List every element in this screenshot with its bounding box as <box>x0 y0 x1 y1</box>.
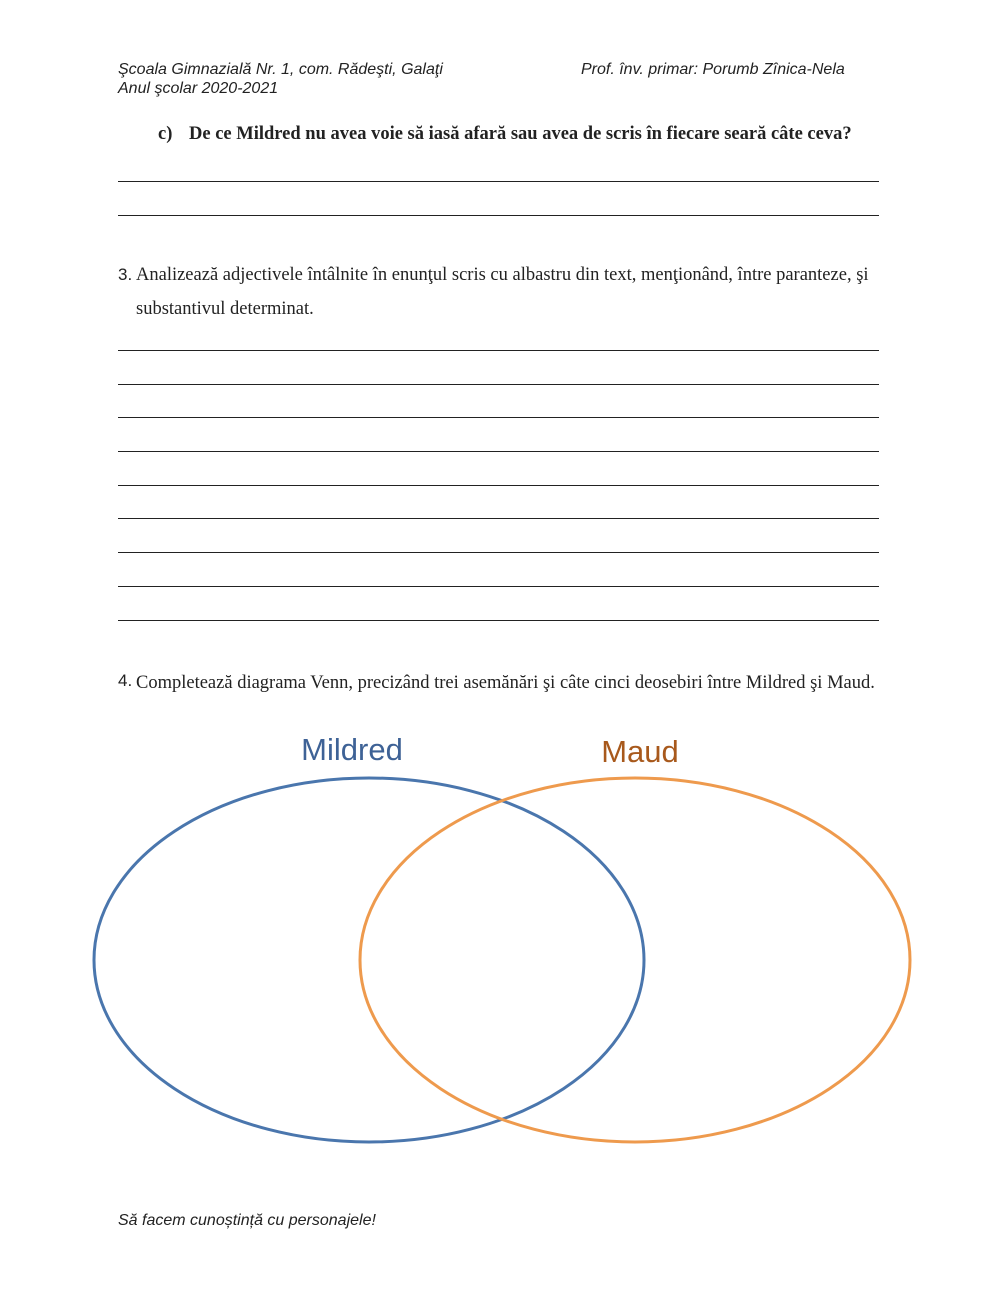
question-3-text-line-1: Analizează adjectivele întâlnite în enunţul scris cu albastru din text, menţionând, între paranteze, şi <box>136 265 869 285</box>
teacher-name: Prof. înv. primar: Porumb Zînica-Nela <box>581 61 845 78</box>
answer-line-3-6[interactable] <box>118 518 879 519</box>
answer-line-3-1[interactable] <box>118 350 879 351</box>
answer-line-c-2[interactable] <box>118 215 879 216</box>
venn-diagram <box>0 720 1000 1160</box>
answer-line-3-8[interactable] <box>118 586 879 587</box>
question-c-text: De ce Mildred nu avea voie să iasă afară sau avea de scris în fiecare seară câte ceva? <box>189 124 852 144</box>
answer-line-3-3[interactable] <box>118 417 879 418</box>
answer-line-c-1[interactable] <box>118 181 879 182</box>
school-name: Şcoala Gimnazială Nr. 1, com. Rădeşti, Galaţi <box>118 61 443 78</box>
answer-line-3-7[interactable] <box>118 552 879 553</box>
footer-text: Să facem cunoștință cu personajele! <box>118 1212 376 1229</box>
answer-line-3-4[interactable] <box>118 451 879 452</box>
answer-line-3-5[interactable] <box>118 485 879 486</box>
question-3-number: 3. <box>118 265 133 284</box>
venn-circle-maud[interactable] <box>360 778 910 1142</box>
venn-label-maud: Maud <box>601 734 679 769</box>
venn-label-mildred: Mildred <box>301 732 403 767</box>
question-c <box>158 124 852 145</box>
venn-circle-mildred[interactable] <box>94 778 644 1142</box>
answer-line-3-2[interactable] <box>118 384 879 385</box>
question-c-label: c) <box>158 124 173 144</box>
school-year: Anul şcolar 2020-2021 <box>118 80 279 97</box>
answer-line-3-9[interactable] <box>118 620 879 621</box>
question-4-number: 4. <box>118 671 133 690</box>
question-4-text: Completează diagrama Venn, precizând trei asemănări şi câte cinci deosebiri între Mildred şi Maud. <box>136 673 875 693</box>
question-3-text-line-2: substantivul determinat. <box>136 299 314 319</box>
